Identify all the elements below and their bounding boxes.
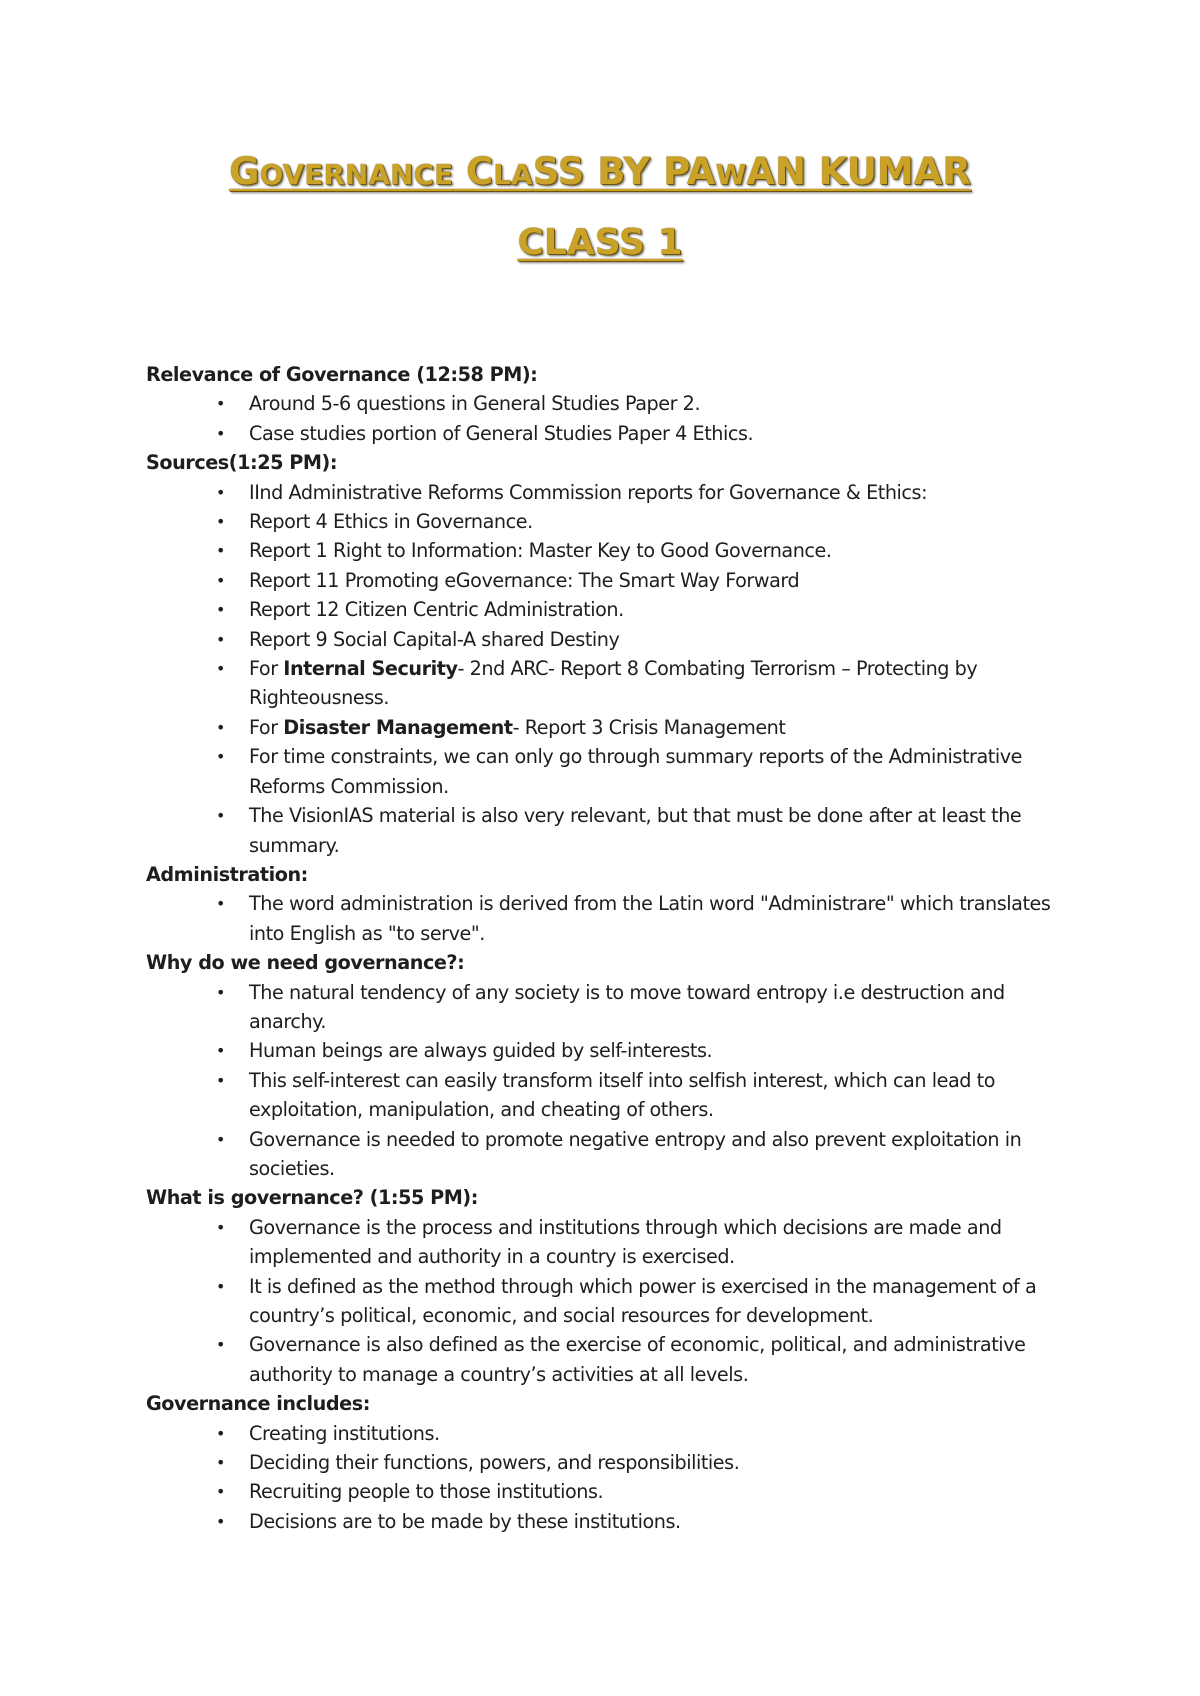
section-heading: Sources(1:25 PM): [146, 451, 338, 475]
list-item-text: Governance is the process and institutions through which decisions are made and implemented and authority in a country is exercised. [249, 1215, 1002, 1269]
bullet-icon: • [216, 1335, 225, 1355]
bullet-icon: • [216, 806, 225, 826]
list-item [216, 536, 1076, 565]
list-item-text: Report 1 Right to Information: Master Key to Good Governance. [249, 539, 832, 563]
bullet-icon: • [216, 659, 225, 679]
section-heading: Relevance of Governance (12:58 PM): [146, 363, 538, 386]
list-item-bold: Disaster Management [283, 715, 513, 739]
section-heading: What is governance? (1:55 PM): [146, 1186, 478, 1210]
bullet-list [146, 389, 1076, 448]
bullet-icon: • [216, 394, 225, 414]
bullet-icon: • [216, 600, 225, 620]
list-item-text: Governance is needed to promote negative entropy and also prevent exploitation in societies. [249, 1127, 1022, 1180]
list-item [216, 1448, 1076, 1477]
list-item-text: Recruiting people to those institutions. [249, 1480, 604, 1504]
list-item-text: Creating institutions. [249, 1421, 440, 1445]
list-item [216, 478, 1076, 507]
bullet-icon: • [216, 1453, 225, 1473]
list-item [216, 566, 1076, 595]
title-part: C [453, 150, 494, 193]
list-item [216, 1125, 1076, 1184]
list-item [216, 801, 1076, 860]
list-item-text: Report 11 Promoting eGovernance: The Smart Way Forward [249, 568, 800, 592]
list-item [216, 1066, 1076, 1125]
list-item [216, 389, 1076, 418]
bullet-icon: • [216, 717, 225, 737]
bullet-icon: • [216, 1482, 225, 1502]
list-item [216, 625, 1076, 654]
bullet-list [146, 478, 1076, 860]
list-item-text: It is defined as the method through which power is exercised in the management of a country’s political, economic, and social resources for development. [249, 1274, 1037, 1327]
list-item-text: For time constraints, we can only go through summary reports of the Administrative Reforms Commission. [249, 745, 1022, 798]
list-item-text: Report 9 Social Capital-A shared Destiny [249, 627, 620, 651]
list-item-text: Report 4 Ethics in Governance. [249, 510, 533, 534]
list-item [216, 419, 1076, 448]
list-item-text: Deciding their functions, powers, and responsibilities. [249, 1451, 740, 1475]
list-item-text: For [249, 657, 284, 681]
title-part: S [532, 150, 558, 193]
section-heading: Governance includes: [146, 1392, 370, 1416]
list-item [216, 595, 1076, 624]
bullet-icon: • [216, 541, 225, 561]
bullet-icon: • [216, 423, 225, 443]
title-part: S BY PA [557, 150, 716, 193]
list-item [216, 1036, 1076, 1065]
list-item-text: The VisionIAS material is also very relevant, but that must be done after at least the summary. [249, 804, 1022, 857]
title-part: OVERNANCE [259, 158, 454, 191]
bullet-icon: • [216, 982, 225, 1002]
list-item [216, 1213, 1076, 1272]
bullet-list [146, 889, 1076, 948]
bullet-list [146, 978, 1076, 1184]
list-item [216, 978, 1076, 1037]
list-item-text: The word administration is derived from the Latin word "Administrare" which translates into English as "to serve". [249, 892, 1051, 945]
bullet-icon: • [216, 1041, 225, 1061]
list-item [216, 507, 1076, 536]
list-item [216, 742, 1076, 801]
list-item-text: IInd Administrative Reforms Commission reports for Governance & Ethics: [249, 480, 928, 504]
list-item-bold: Internal Security [283, 657, 458, 681]
list-item-text: Decisions are to be made by these institutions. [249, 1509, 681, 1533]
list-item [216, 889, 1076, 948]
list-item-text: Around 5-6 questions in General Studies Paper 2. [249, 392, 701, 416]
bullet-icon: • [216, 1217, 225, 1237]
section-heading: Why do we need governance?: [146, 951, 465, 975]
bullet-icon: • [216, 482, 225, 502]
bullet-icon: • [216, 1276, 225, 1296]
list-item-text: Governance is also defined as the exercise of economic, political, and administrative authority to manage a country’s activities at all levels. [249, 1333, 1026, 1386]
list-item [216, 1330, 1076, 1389]
bullet-icon: • [216, 1423, 225, 1443]
bullet-icon: • [216, 1070, 225, 1090]
bullet-list [146, 1419, 1076, 1537]
title-part: LA [493, 158, 533, 191]
title-part: W [715, 158, 747, 191]
list-item [216, 1419, 1076, 1448]
list-item [216, 1272, 1076, 1331]
list-item [216, 654, 1076, 713]
document-body [146, 360, 1076, 1536]
document-title [0, 150, 1200, 193]
class-subtitle: CLASS 1 [517, 222, 683, 263]
bullet-icon: • [216, 1511, 225, 1531]
list-item [216, 1477, 1076, 1506]
list-item [216, 1507, 1076, 1536]
list-item [216, 713, 1076, 742]
bullet-icon: • [216, 747, 225, 767]
list-item-text: Report 12 Citizen Centric Administration. [249, 598, 624, 622]
list-item-text: This self-interest can easily transform itself into selfish interest, which can lead to exploitation, manipulation, and cheating of others. [249, 1068, 996, 1122]
list-item-text: The natural tendency of any society is to move toward entropy i.e destruction and anarchy. [249, 980, 1005, 1033]
list-item-text: - 2nd ARC- Report 8 Combating Terrorism – Protecting by Righteousness. [249, 657, 978, 710]
list-item-text: Human beings are always guided by self-interests. [249, 1039, 713, 1063]
bullet-list [146, 1213, 1076, 1389]
bullet-icon: • [216, 512, 225, 532]
title-part: G [229, 150, 260, 193]
list-item-text: Case studies portion of General Studies Paper 4 Ethics. [249, 421, 754, 445]
bullet-icon: • [216, 894, 225, 914]
list-item-text: - Report 3 Crisis Management [512, 715, 786, 739]
bullet-icon: • [216, 629, 225, 649]
bullet-icon: • [216, 1129, 225, 1149]
list-item-text: For [249, 715, 284, 739]
title-part: AN KUMAR [746, 150, 971, 193]
bullet-icon: • [216, 570, 225, 590]
section-heading: Administration: [146, 862, 308, 886]
